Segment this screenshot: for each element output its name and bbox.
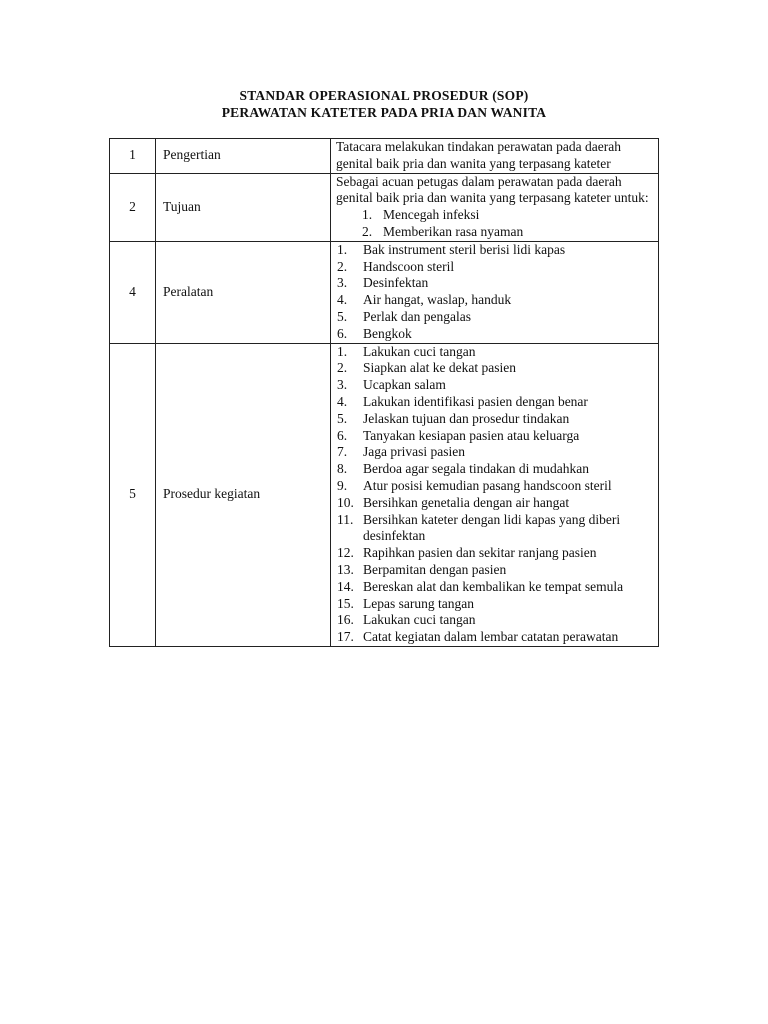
list-item: 1. Mencegah infeksi bbox=[362, 207, 480, 223]
list-item: 6. Bengkok bbox=[337, 325, 412, 341]
equipment-list bbox=[336, 242, 654, 343]
list-item: 17. Catat kegiatan dalam lembar catatan perawatan bbox=[337, 629, 619, 645]
list-item: 13. Berpamitan dengan pasien bbox=[337, 561, 507, 577]
row-label: Prosedur kegiatan bbox=[156, 343, 331, 646]
list-item: 9. Atur posisi kemudian pasang handscoon steril bbox=[337, 477, 612, 493]
list-item: 4. Lakukan identifikasi pasien dengan benar bbox=[337, 393, 588, 409]
list-item: 1. Lakukan cuci tangan bbox=[337, 343, 476, 359]
list-item: 7. Jaga privasi pasien bbox=[337, 444, 465, 460]
list-item: 6. Tanyakan kesiapan pasien atau keluarga bbox=[337, 427, 580, 443]
list-item: 2. Siapkan alat ke dekat pasien bbox=[337, 360, 516, 376]
list-item: 15. Lepas sarung tangan bbox=[337, 595, 474, 611]
row-number: 1 bbox=[110, 139, 156, 174]
list-item: 3. Ucapkan salam bbox=[337, 377, 446, 393]
table-row-tujuan bbox=[110, 173, 659, 241]
list-item: 2. Handscoon steril bbox=[337, 258, 455, 274]
procedure-list bbox=[336, 344, 654, 646]
list-item: 12. Rapihkan pasien dan sekitar ranjang pasien bbox=[337, 545, 597, 561]
list-item: 10. Bersihkan genetalia dengan air hangat bbox=[337, 494, 570, 510]
table-row-peralatan bbox=[110, 241, 659, 343]
list-item: 16. Lakukan cuci tangan bbox=[337, 612, 476, 628]
list-item: 5. Jelaskan tujuan dan prosedur tindakan bbox=[337, 410, 570, 426]
list-item: 4. Air hangat, waslap, handuk bbox=[337, 292, 512, 308]
list-item: 3. Desinfektan bbox=[337, 275, 429, 291]
row-content bbox=[331, 139, 659, 174]
row-label: Peralatan bbox=[156, 241, 331, 343]
list-item: 14. Bereskan alat dan kembalikan ke tempat semula bbox=[337, 578, 624, 594]
list-item: 1. Bak instrument steril berisi lidi kapas bbox=[337, 241, 566, 257]
goal-list bbox=[336, 207, 654, 241]
list-item: 8. Berdoa agar segala tindakan di mudahkan bbox=[337, 461, 590, 477]
row-label: Tujuan bbox=[156, 173, 331, 241]
row-content bbox=[331, 173, 659, 241]
sop-table bbox=[109, 138, 659, 647]
row-number: 4 bbox=[110, 241, 156, 343]
row-content bbox=[331, 241, 659, 343]
row-text: Tatacara melakukan tindakan perawatan pada daerah genital baik pria dan wanita yang terpasang kateter bbox=[336, 139, 622, 171]
list-item: 11. Bersihkan kateter dengan lidi kapas yang diberi desinfektan bbox=[337, 511, 621, 544]
list-item: 5. Perlak dan pengalas bbox=[337, 308, 471, 324]
table-row-pengertian bbox=[110, 139, 659, 174]
row-label: Pengertian bbox=[156, 139, 331, 174]
document-title: STANDAR OPERASIONAL PROSEDUR (SOP) bbox=[239, 88, 529, 103]
row-text: Sebagai acuan petugas dalam perawatan pada daerah genital baik pria dan wanita yang terpasang kateter untuk: bbox=[336, 173, 649, 206]
document-subtitle: PERAWATAN KATETER PADA PRIA DAN WANITA bbox=[221, 105, 547, 120]
row-number: 2 bbox=[110, 173, 156, 241]
list-item: 2. Memberikan rasa nyaman bbox=[362, 223, 524, 239]
row-number: 5 bbox=[110, 343, 156, 646]
table-row-prosedur bbox=[110, 343, 659, 646]
row-content bbox=[331, 343, 659, 646]
